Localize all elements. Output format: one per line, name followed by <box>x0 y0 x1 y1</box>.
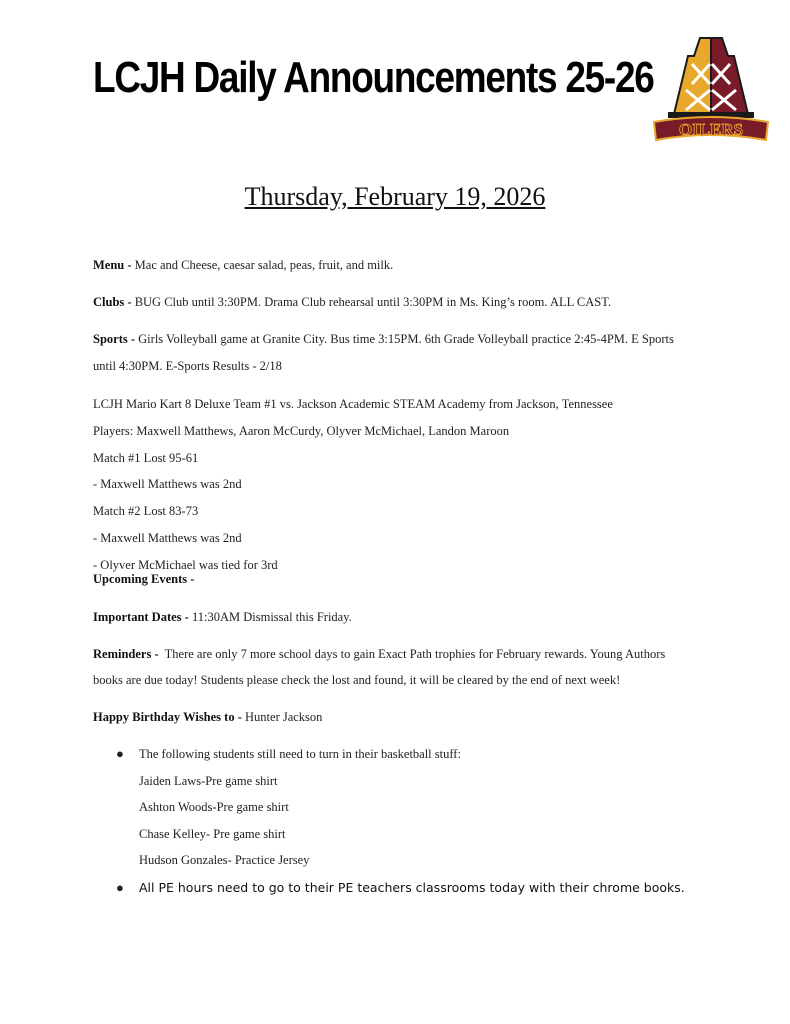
pe-notice: All PE hours need to go to their PE teachers classrooms today with their chrome books. <box>139 880 685 895</box>
esports-matchup: LCJH Mario Kart 8 Deluxe Team #1 vs. Jackson Academic STEAM Academy from Jackson, Tennessee <box>93 397 613 411</box>
svg-text:OILERS: OILERS <box>678 120 744 139</box>
birthday-section <box>93 710 322 725</box>
basketball-item: Chase Kelley- Pre game shirt <box>139 827 286 841</box>
esports-match-1-note: - Maxwell Matthews was 2nd <box>93 477 242 491</box>
menu-section <box>93 258 393 273</box>
important-dates-section <box>93 610 352 625</box>
clubs-section <box>93 295 611 310</box>
sports-text-line2: until 4:30PM. E-Sports Results - 2/18 <box>93 359 282 373</box>
reminders-text-line2: books are due today! Students please check the lost and found, it will be cleared by the end of next week! <box>93 673 621 687</box>
page-title: LCJH Daily Announcements 25-26 <box>93 53 654 102</box>
upcoming-events-label: Upcoming Events - <box>93 572 195 586</box>
announcement-date: Thursday, February 19, 2026 <box>244 182 546 211</box>
esports-players: Players: Maxwell Matthews, Aaron McCurdy, Olyver McMichael, Landon Maroon <box>93 424 510 438</box>
important-dates-text: 11:30AM Dismissal this Friday. <box>191 610 352 624</box>
basketball-item: Ashton Woods-Pre game shirt <box>139 800 289 814</box>
bullet-icon: ● <box>116 880 124 895</box>
basketball-item: Hudson Gonzales- Practice Jersey <box>139 853 310 867</box>
esports-match-2-note-2: - Olyver McMichael was tied for 3rd <box>93 558 278 572</box>
clubs-text: BUG Club until 3:30PM. Drama Club rehearsal until 3:30PM in Ms. King’s room. ALL CAST. <box>134 295 612 309</box>
esports-match-2: Match #2 Lost 83-73 <box>93 504 199 518</box>
sports-text-line1: Girls Volleyball game at Granite City. Bus time 3:15PM. 6th Grade Volleyball practice 2:45-4PM. E Sports <box>138 332 674 346</box>
esports-match-1: Match #1 Lost 95-61 <box>93 451 199 465</box>
reminders-text-line1: There are only 7 more school days to gain Exact Path trophies for February rewards. Young Authors <box>161 647 666 661</box>
oilers-logo <box>648 34 774 144</box>
menu-label: Menu - <box>93 258 135 272</box>
reminders-section <box>93 647 665 662</box>
basketball-notice: The following students still need to turn in their basketball stuff: <box>139 747 461 761</box>
esports-match-2-note-1: - Maxwell Matthews was 2nd <box>93 531 242 545</box>
birthday-text: Hunter Jackson <box>245 710 323 724</box>
menu-text: Mac and Cheese, caesar salad, peas, fruit, and milk. <box>134 258 394 272</box>
birthday-label: Happy Birthday Wishes to - <box>93 710 246 724</box>
sports-label: Sports - <box>93 332 139 346</box>
basketball-item: Jaiden Laws-Pre game shirt <box>139 774 278 788</box>
important-dates-label: Important Dates - <box>93 610 192 624</box>
bullet-icon: ● <box>116 746 124 761</box>
sports-section <box>93 332 674 347</box>
reminders-label: Reminders - <box>93 647 162 661</box>
clubs-label: Clubs - <box>93 295 135 309</box>
